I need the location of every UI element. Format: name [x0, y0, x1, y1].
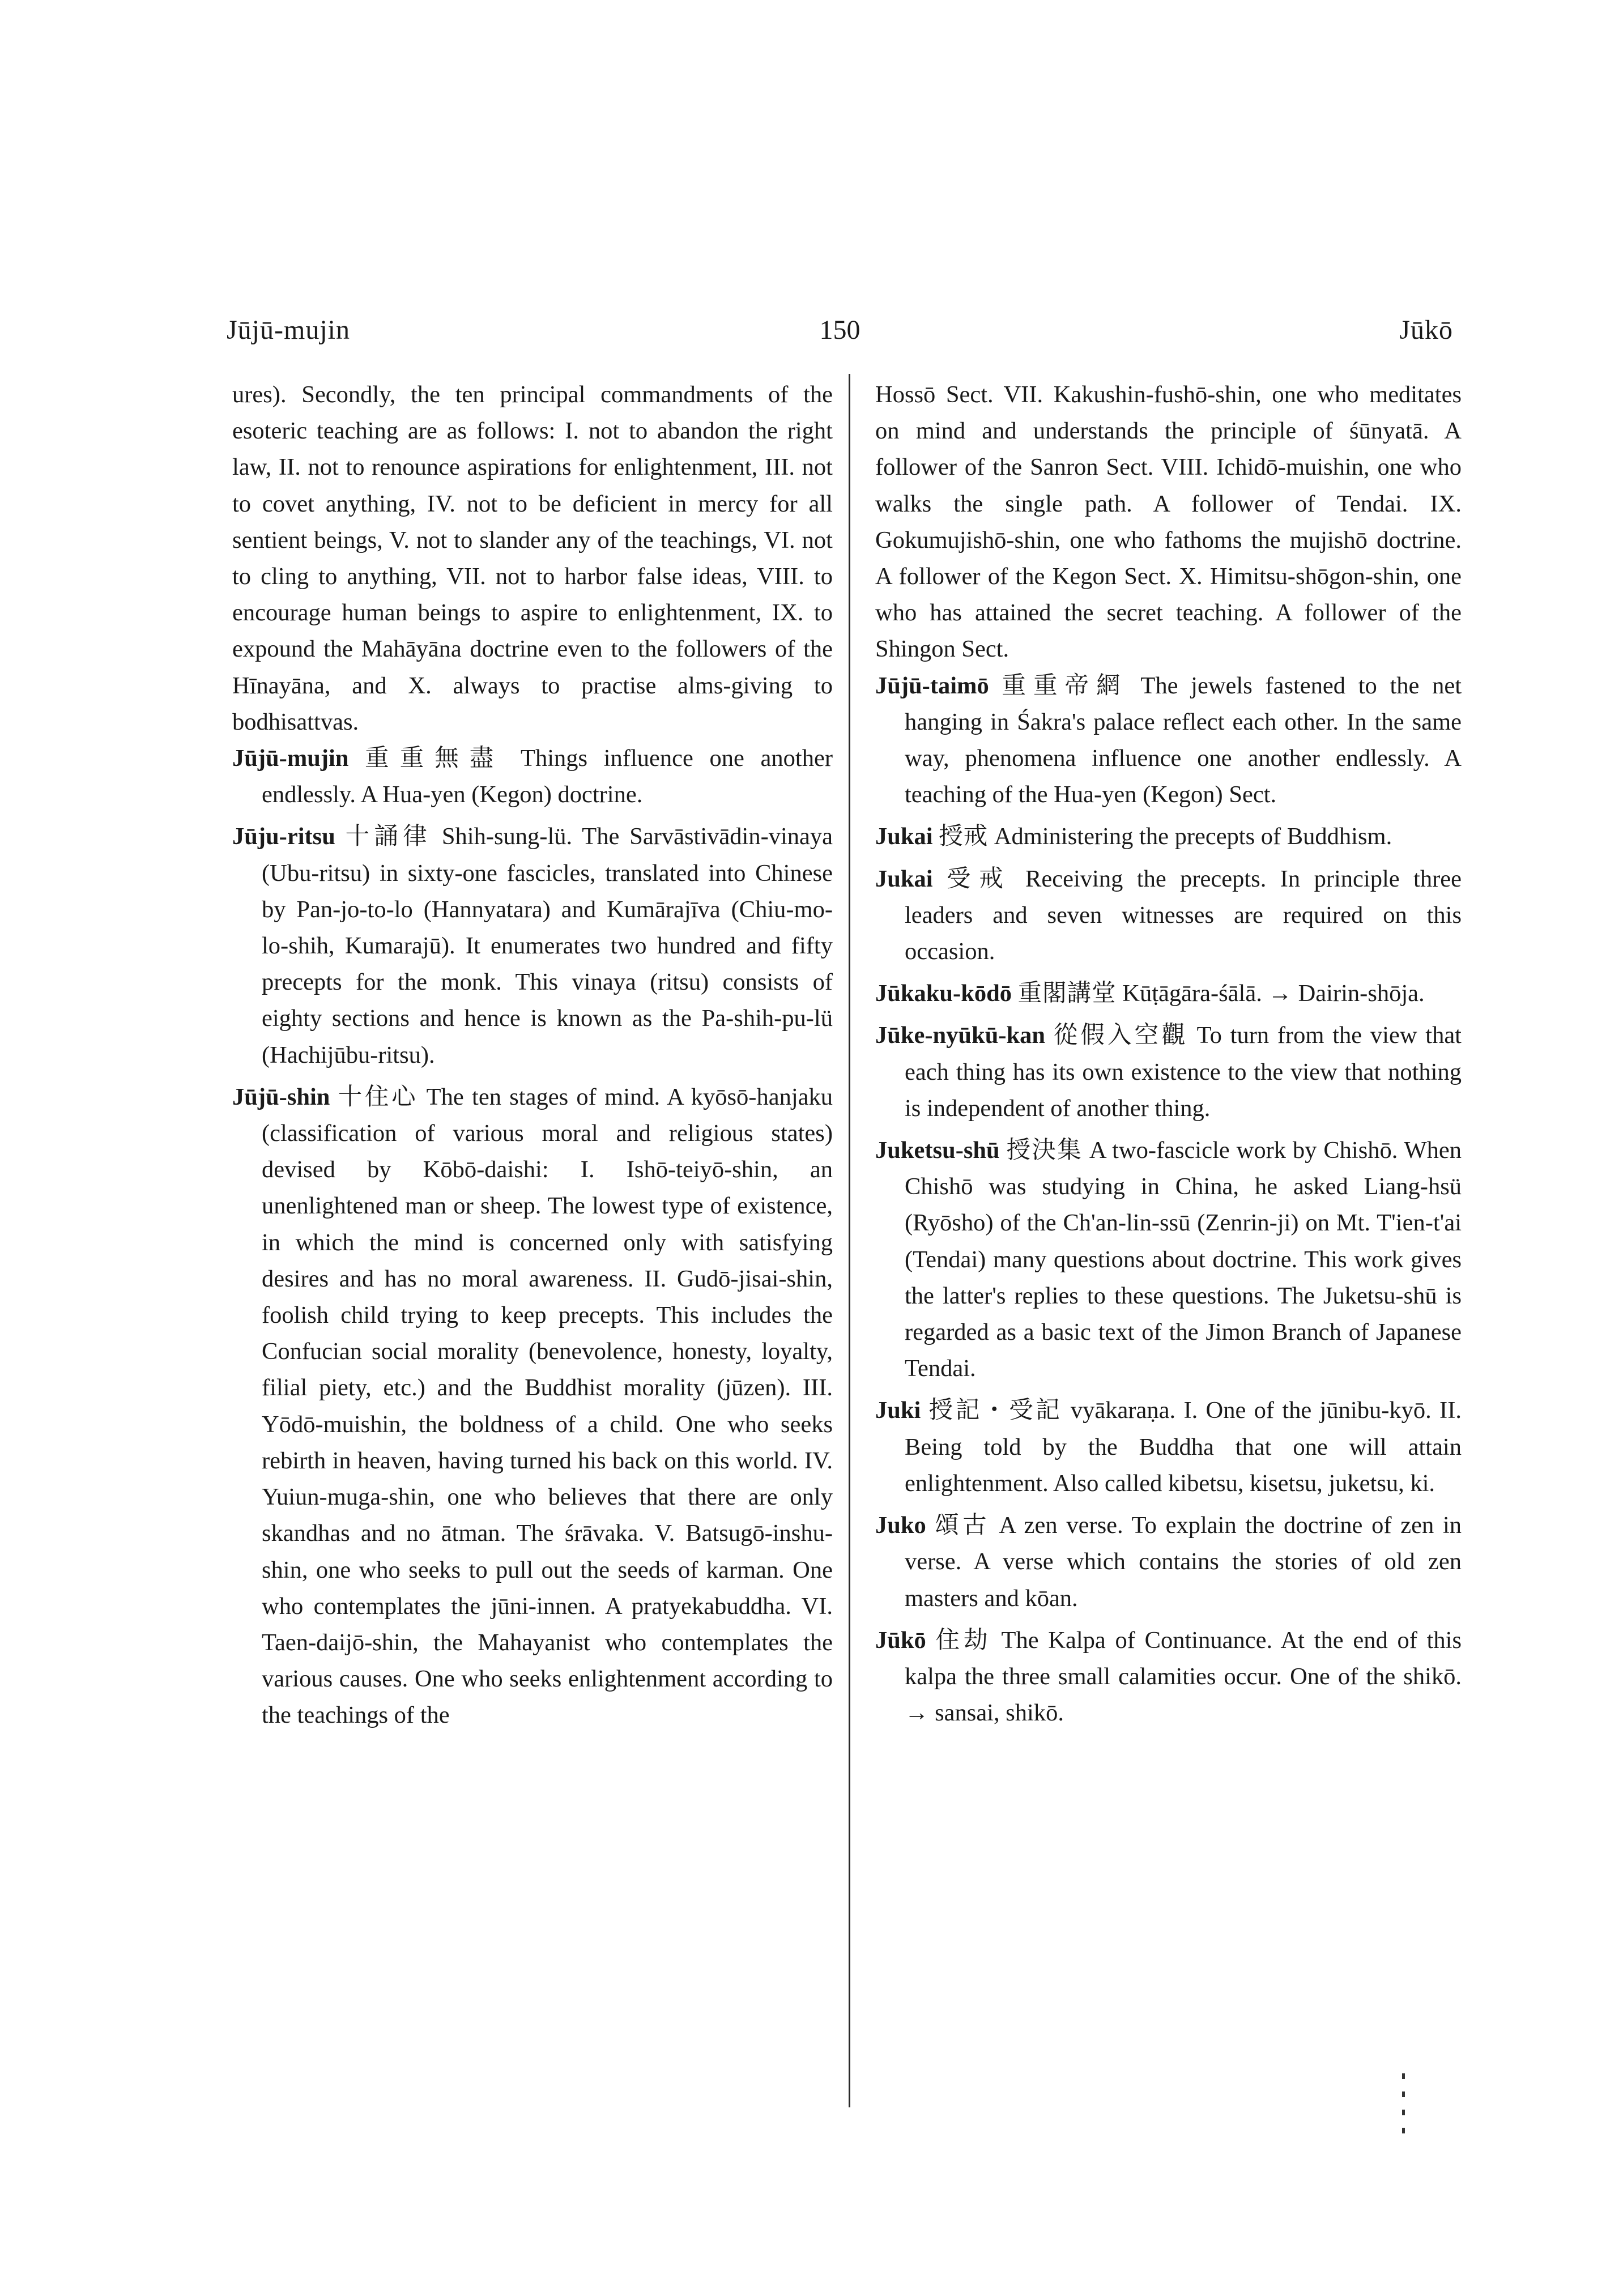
entry-kanji: 住劫 — [935, 1626, 992, 1654]
entry-kanji: 授決集 — [1006, 1137, 1083, 1164]
entry-kanji: 重閣講堂 — [1017, 980, 1117, 1007]
entry-definition: Receiving the precepts. In principle three leaders and seven witnesses are required on this occasion. — [905, 865, 1462, 965]
dictionary-entry — [232, 819, 833, 1073]
continuation-text: ures). Secondly, the ten principal commandments of the esoteric teaching are as follows: I. not to abandon the right law, II. not to renounce aspirations for enlightenment, III. not to covet anything, IV. not to be deficient in mercy for all sentient beings, V. not to slander any of the teachings, VI. not to cling to anything, VII. not to harbor false ideas, VIII. to encourage human beings to aspire to enlightenment, IX. to expound the Mahāyāna doctrine even to the followers of the Hīnayāna, and X. always to practise alms-giving to bodhisattvas. — [232, 381, 833, 735]
page-number: 150 — [819, 315, 861, 345]
entry-kanji: 重重帝網 — [1002, 672, 1128, 699]
entry-headword: Jukai — [875, 823, 933, 850]
dictionary-entry — [875, 861, 1462, 970]
dictionary-entry — [875, 1622, 1462, 1732]
entry-kanji: 受戒 — [947, 865, 1012, 892]
entry-definition: The jewels fastened to the net hanging in Śakra's palace reflect each other. In the same way, phenomena influence one another endlessly. A teaching of the Hua-yen (Kegon) Sect. — [905, 672, 1462, 808]
dictionary-entry — [875, 976, 1462, 1012]
entry-headword: Jūkaku-kōdō — [875, 980, 1012, 1007]
right-column — [875, 377, 1462, 1737]
entry-kanji: 從假入空觀 — [1053, 1022, 1189, 1049]
left-column — [232, 377, 833, 1740]
entry-headword: Jūju-ritsu — [232, 823, 335, 850]
dictionary-entry — [875, 1392, 1462, 1502]
scan-speck-marks — [1402, 2073, 1405, 2158]
entry-definition: A zen verse. To explain the doctrine of zen in verse. A verse which contains the stories of old zen masters and kōan. — [905, 1512, 1462, 1612]
dictionary-entry — [875, 1017, 1462, 1127]
dictionary-entry — [875, 1507, 1462, 1617]
header-right-guideword: Jūkō — [1399, 315, 1453, 345]
column-divider — [849, 374, 850, 2107]
entry-headword: Juketsu-shū — [875, 1137, 1000, 1164]
entry-definition: vyākaraṇa. I. One of the jūnibu-kyō. II. Being told by the Buddha that one will attain enlightenment. Also called kibetsu, kisetsu, juketsu, ki. — [905, 1397, 1462, 1497]
dictionary-entry — [232, 1079, 833, 1734]
continuation-text: Hossō Sect. VII. Kakushin-fushō-shin, one who meditates on mind and understands the principle of śūnyatā. A follower of the Sanron Sect. VIII. Ichidō-muishin, one who walks the single path. A follower of Tendai. IX. Gokumujishō-shin, one who fathoms the mujishō doctrine. A follower of the Kegon Sect. X. Himitsu-shōgon-shin, one who has attained the secret teaching. A follower of the Shingon Sect. — [875, 381, 1462, 663]
entry-definition: The ten stages of mind. A kyōsō-hanjaku (classification of various moral and religious states) devised by Kōbō-daishi: I. Ishō-teiyō-shin, an unenlightened man or sheep. The lowest type of existence, in which the mind is concerned only with satisfying desires and has no moral awareness. II. Gudō-jisai-shin, foolish child trying to keep precepts. This includes the Confucian social morality (benevolence, honesty, loyalty, filial piety, etc.) and the Buddhist morality (jūzen). III. Yōdō-muishin, the boldness of a child. One who seeks rebirth in heaven, having turned his back on this world. IV. Yuiun-muga-shin, one who believes that there are only skandhas and no ātman. The śrāvaka. V. Batsugō-inshu-shin, one who seeks to pull out the seeds of karman. One who contemplates the jūni-innen. A pratyekabuddha. VI. Taen-daijō-shin, the Mahayanist who contemplates the various causes. One who seeks enlightenment according to the teachings of the — [262, 1083, 833, 1729]
dictionary-entry — [875, 668, 1462, 813]
entry-definition: To turn from the view that each thing has its own existence to the view that nothing is independent of another thing. — [905, 1022, 1462, 1122]
entry-headword: Jukai — [875, 865, 933, 892]
entry-kanji: 頌古 — [935, 1512, 990, 1539]
entry-headword: Juki — [875, 1397, 921, 1424]
entry-kanji: 十誦律 — [345, 823, 432, 850]
entry-headword: Juko — [875, 1512, 926, 1539]
running-head — [227, 314, 1453, 354]
header-left-guideword: Jūjū-mujin — [227, 315, 351, 345]
entry-definition: Administering the precepts of Buddhism. — [994, 823, 1392, 850]
entry-definition: A two-fascicle work by Chishō. When Chishō was studying in China, he asked Liang-hsü (Ryōsho) of the Ch'an-lin-ssū (Zenrin-ji) on Mt. T'ien-t'ai (Tendai) many questions about doctrine. This work gives the latter's replies to these questions. The Juketsu-shū is regarded as a basic text of the Jimon Branch of Japanese Tendai. — [905, 1137, 1462, 1382]
dictionary-entry — [875, 1132, 1462, 1387]
entry-headword: Jūkō — [875, 1626, 926, 1654]
entry-headword: Jūjū-taimō — [875, 672, 989, 699]
entry-definition: Shih-sung-lü. The Sarvāstivādin-vinaya (Ubu-ritsu) in sixty-one fascicles, translated into Chinese by Pan-jo-to-lo (Hannyatara) and Kumārajīva (Chiu-mo-lo-shih, Kumarajū). It enumerates two hundred and fifty precepts for the monk. This vinaya (ritsu) consists of eighty sections and hence is known as the Pa-shih-pu-lü (Hachijūbu-ritsu). — [262, 823, 833, 1068]
entry-definition: Things influence one another endlessly. A Hua-yen (Kegon) doctrine. — [262, 745, 833, 808]
entry-kanji: 授記・受記 — [928, 1397, 1063, 1424]
entry-headword: Jūjū-shin — [232, 1083, 330, 1110]
dictionary-entry — [232, 740, 833, 813]
entry-headword: Jūke-nyūkū-kan — [875, 1022, 1046, 1049]
entry-headword: Jūjū-mujin — [232, 745, 349, 772]
entry-definition: Kūṭāgāra-śālā. → Dairin-shōja. — [1122, 980, 1425, 1007]
entry-kanji: 十住心 — [338, 1083, 419, 1110]
dictionary-entry — [875, 819, 1462, 855]
entry-kanji: 授戒 — [939, 823, 989, 850]
entry-kanji: 重重無盡 — [365, 745, 505, 772]
entry-definition: The Kalpa of Continuance. At the end of this kalpa the three small calamities occur. One of the shikō. → sansai, shikō. — [905, 1626, 1462, 1727]
